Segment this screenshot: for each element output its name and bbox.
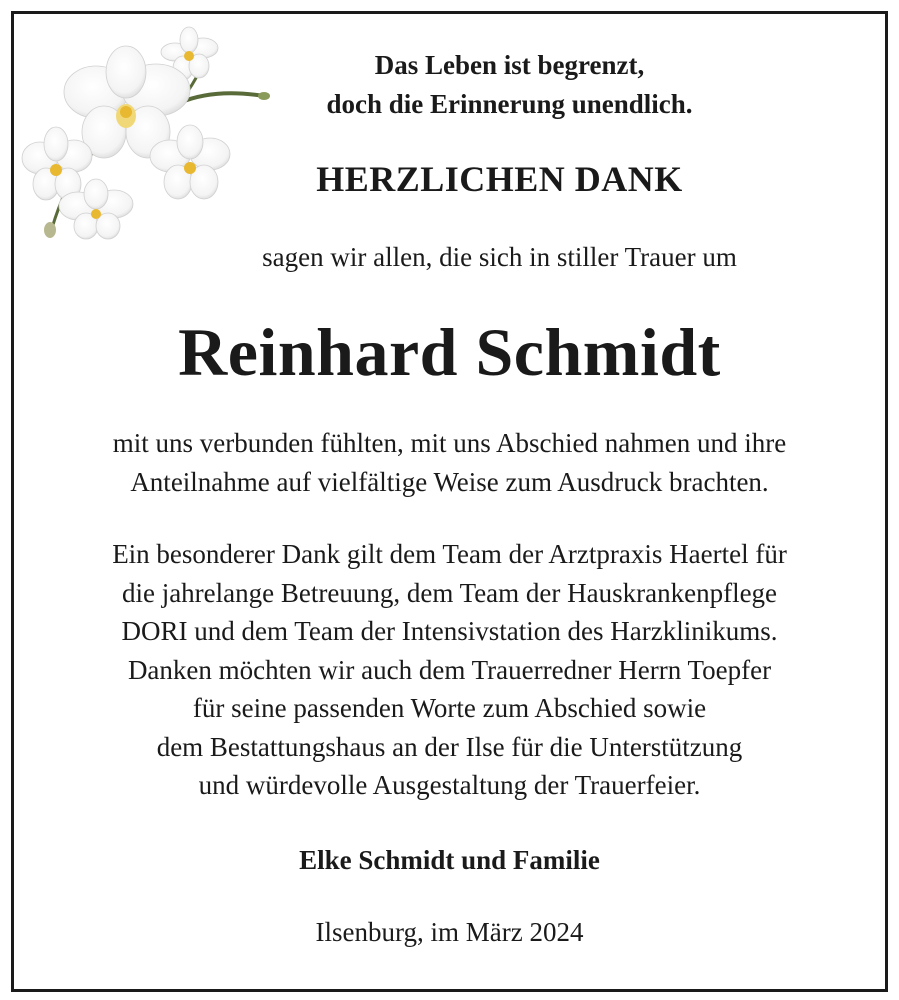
motto-line-1: Das Leben ist begrenzt, [374,50,645,80]
paragraph-2-line: und würdevolle Ausgestaltung der Trauerfeier. [198,770,701,800]
signature: Elke Schmidt und Familie [299,845,600,875]
heading: HERZLICHEN DANK [316,159,683,199]
place-date: Ilsenburg, im März 2024 [315,917,584,947]
deceased-name: Reinhard Schmidt [178,314,721,390]
paragraph-2-line: für seine passenden Worte zum Abschied sowie [192,693,707,723]
paragraph-2-line: DORI und dem Team der Intensivstation des Harzklinikums. [121,616,778,646]
motto-line-2: doch die Erinnerung unendlich. [326,89,693,119]
paragraph-2-line: dem Bestattungshaus an der Ilse für die Unterstützung [156,731,743,762]
motto [60,46,899,124]
paragraph-2 [0,535,899,805]
paragraph-2-line: Ein besonderer Dank gilt dem Team der Arztpraxis Haertel für [112,539,787,569]
paragraph-1-line: mit uns verbunden fühlten, mit uns Abschied nahmen und ihre [112,428,787,458]
paragraph-2-line: Danken möchten wir auch dem Trauerredner Herrn Toepfer [127,654,772,685]
paragraph-2-line: die jahrelange Betreuung, dem Team der Hauskrankenpflege [121,577,778,608]
intro-text: sagen wir allen, die sich in stiller Trauer um [262,242,737,272]
paragraph-1-line: Anteilnahme auf vielfältige Weise zum Ausdruck brachten. [130,466,769,497]
paragraph-1 [0,424,899,501]
